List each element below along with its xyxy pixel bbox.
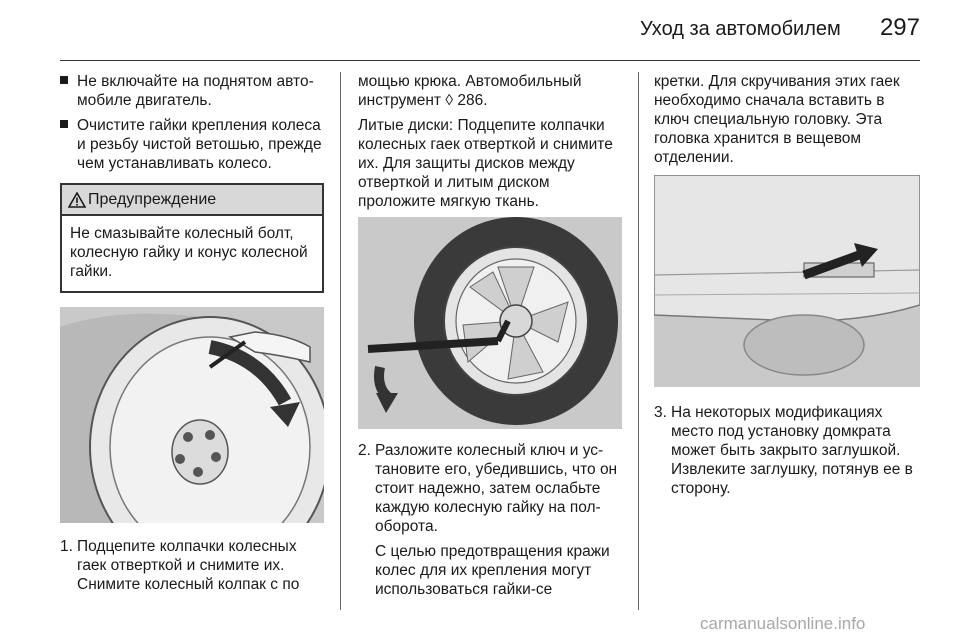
column-divider-2 — [638, 72, 639, 610]
bullet-square — [60, 76, 68, 84]
hubcap-removal-illustration — [60, 307, 324, 523]
column-3 — [654, 72, 922, 504]
wheel-wrench-illustration — [358, 217, 622, 429]
warning-triangle-icon — [68, 192, 88, 208]
page-number: 297 — [879, 14, 920, 41]
column-1 — [60, 72, 324, 600]
header-title: Уход за автомобилем — [640, 18, 841, 40]
paragraph: мощью крюка. Автомобильный инструмент ◊ 286. — [358, 73, 582, 109]
paragraph: С целью предотвращения кражи колес для их крепления могут использоваться гайки-се — [375, 543, 610, 598]
bullet-item: Очистите гайки крепления колеса и резьбу чистой ветошью, прежде чем устанавливать колесо. — [60, 116, 324, 173]
column-divider-1 — [340, 72, 341, 610]
watermark: carmanualsonline.info — [700, 614, 866, 633]
jack-cover-illustration — [654, 175, 920, 387]
step-2: 2. Разложите колесный ключ и установите его, убедившись, что он стоит надежно, затем ослабьте каждую колесную гайку на пол-оборота. — [358, 442, 618, 535]
warning-box — [60, 183, 324, 293]
reference-arrow-icon: ◊ — [445, 92, 454, 109]
warning-text: Не смазывайте колесный болт, колесную гайку и конус колесной гайки. — [70, 225, 308, 280]
header-rule — [60, 60, 920, 61]
paragraph: кретки. Для скручивания этих гаек необходимо сначала вставить в ключ специальную головку. Эта головка хранится в вещевом отделении. — [654, 73, 900, 166]
column-2 — [358, 72, 624, 605]
step-3: 3. На некоторых модификациях место под установку домкрата может быть закрыто заглушкой. Извлеките заглушку, потянув ее в сторону. — [654, 404, 913, 497]
step-1: 1. Подцепите колпачки колесных гаек отверткой и снимите их. Снимите колесный колпак с по — [60, 538, 300, 593]
warning-header — [62, 185, 322, 216]
bullet-item: Не включайте на поднятом автомобиле двигатель. — [60, 72, 324, 110]
bullet-square — [60, 120, 68, 128]
paragraph: Литые диски: Подцепите колпачки колесных гаек отверткой и снимите их. Для защиты дисков между отверткой и литым диском проложите мягкую ткань. — [358, 117, 613, 210]
warning-title: Предупреждение — [88, 191, 217, 208]
